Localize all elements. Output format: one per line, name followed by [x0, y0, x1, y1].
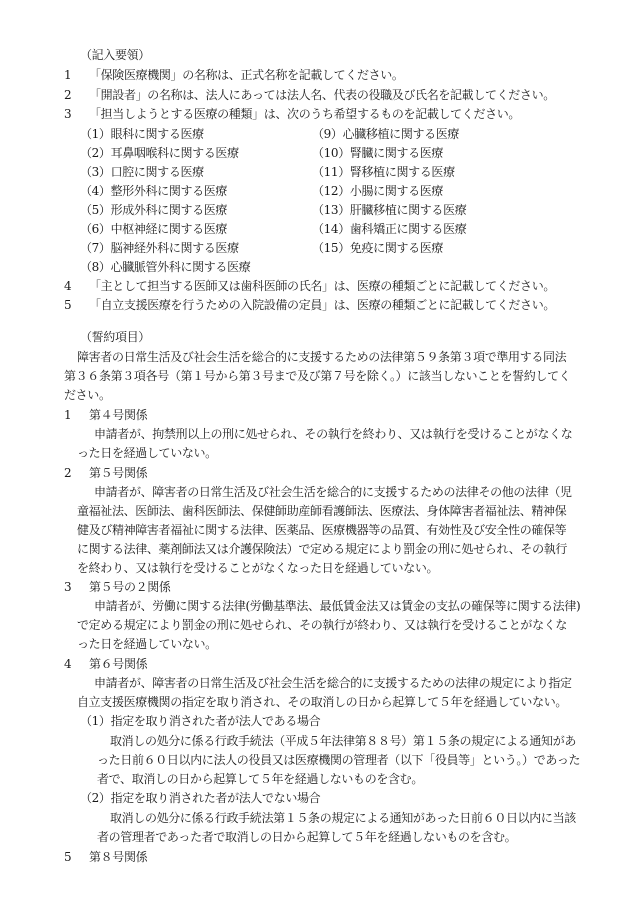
- guideline-item: [0, 279, 630, 293]
- entry-guidelines-heading: （記入要領）: [80, 48, 150, 62]
- medical-type-item: （3）口腔に関する医療: [80, 165, 204, 179]
- medical-type-item: （10）腎臓に関する医療: [312, 146, 444, 160]
- pledge-text-line: 取消しの処分に係る行政手続法第１５条の規定による通知があった日前６０日以内に当該: [110, 811, 576, 825]
- pledge-section-header: [0, 580, 630, 594]
- pledge-text-line: った日を経過していない。: [77, 446, 217, 460]
- pledge-intro-line: 障害者の日常生活及び社会生活を総合的に支援するための法律第５９条第３項で準用する同法: [77, 350, 567, 364]
- pledge-text-line: 申請者が、労働に関する法律(労働基準法、最低賃金法又は賃金の支払の確保等に関する法律): [94, 599, 581, 613]
- medical-type-item: （5）形成外科に関する医療: [80, 203, 228, 217]
- pledge-intro-line: ださい。: [64, 388, 111, 402]
- guideline-item: [0, 68, 630, 82]
- guideline-item: [0, 298, 630, 312]
- pledge-section-number: 2: [64, 466, 72, 480]
- medical-type-item: （13）肝臓移植に関する医療: [312, 203, 467, 217]
- pledge-text-line: 童福祉法、医師法、歯科医師法、保健師助産師看護師法、医療法、身体障害者福祉法、精神保: [77, 504, 567, 518]
- guideline-item-text: 「主として担当する医師又は歯科医師の氏名」は、医療の種類ごとに記載してください。: [89, 279, 556, 293]
- pledge-text-line: 取消しの処分に係る行政手続法（平成５年法律第８８号）第１５条の規定による通知があ: [110, 734, 577, 748]
- pledge-section-title: 第６号関係: [89, 657, 148, 671]
- medical-type-item: （15）免疫に関する医療: [312, 241, 444, 255]
- pledge-text-line: 者の管理者であった者で取消しの日から起算して５年を経過しないものを含む。: [97, 830, 517, 844]
- pledge-section-header: [0, 408, 630, 422]
- pledge-section-number: 3: [64, 580, 72, 594]
- pledge-section-number: 4: [64, 657, 72, 671]
- pledge-section-number: 5: [64, 850, 72, 864]
- pledge-text-line: った日前６０日以内に法人の役員又は医療機関の管理者（以下「役員等」という。）であった: [97, 753, 581, 767]
- pledge-section-header: [0, 657, 630, 671]
- pledge-section-title: 第５号関係: [89, 466, 148, 480]
- pledge-section-number: 1: [64, 408, 72, 422]
- guideline-item-text: 「担当しようとする医療の種類」は、次のうち希望するものを記載してください。: [89, 107, 521, 121]
- medical-type-item: （4）整形外科に関する医療: [80, 184, 228, 198]
- medical-type-item: （2）耳鼻咽喉科に関する医療: [80, 146, 239, 160]
- medical-type-item: （14）歯科矯正に関する医療: [312, 222, 467, 236]
- guideline-item-number: 5: [64, 298, 72, 312]
- medical-type-item: （7）脳神経外科に関する医療: [80, 241, 239, 255]
- medical-type-item: （9）心臓移植に関する医療: [312, 127, 460, 141]
- pledge-text-line: で定める規定により罰金の刑に処せられ、その執行が終わり、又は執行を受けることがなくな: [77, 618, 568, 632]
- guideline-item-text: 「開設者」の名称は、法人にあっては法人名、代表の役職及び氏名を記載してください。: [89, 88, 555, 102]
- medical-type-item: （11）腎移植に関する医療: [312, 165, 455, 179]
- pledge-section-header: [0, 466, 630, 480]
- pledge-section-header: [0, 850, 630, 864]
- pledge-subsection-label: （1）指定を取り消された者が法人である場合: [80, 714, 321, 728]
- pledge-text-line: に関する法律、薬剤師法又は介護保険法）で定める規定により罰金の刑に処せられ、その執行: [77, 542, 568, 556]
- pledge-heading: （誓約項目）: [80, 330, 150, 344]
- pledge-text-line: った日を経過していない。: [77, 637, 217, 651]
- pledge-section-title: 第５号の２関係: [89, 580, 171, 594]
- guideline-item-number: 2: [64, 88, 72, 102]
- medical-type-item: （8）心臓脈管外科に関する医療: [80, 260, 251, 274]
- guideline-item-number: 1: [64, 68, 72, 82]
- pledge-text-line: 自立支援医療機関の指定を取り消され、その取消しの日から起算して５年を経過していない。: [77, 695, 568, 709]
- pledge-intro-line: 第３６条第３項各号（第１号から第３号まで及び第７号を除く。）に該当しないことを誓約してく: [64, 369, 571, 383]
- medical-type-item: （12）小腸に関する医療: [312, 184, 444, 198]
- pledge-text-line: 申請者が、拘禁刑以上の刑に処せられ、その執行を終わり、又は執行を受けることがなくな: [94, 427, 573, 441]
- pledge-text-line: 申請者が、障害者の日常生活及び社会生活を総合的に支援するための法律その他の法律（児: [94, 485, 572, 499]
- pledge-section-title: 第８号関係: [89, 850, 148, 864]
- guideline-item-number: 3: [64, 107, 72, 121]
- guideline-item: [0, 107, 630, 121]
- guideline-item-text: 「自立支援医療を行うための入院設備の定員」は、医療の種類ごとに記載してください。: [89, 298, 556, 312]
- guideline-item-number: 4: [64, 279, 72, 293]
- pledge-subsection-label: （2）指定を取り消された者が法人でない場合: [80, 791, 321, 805]
- medical-type-item: （1）眼科に関する医療: [80, 127, 204, 141]
- guideline-item: [0, 88, 630, 102]
- pledge-text-line: 者で、取消しの日から起算して５年を経過しないものを含む。: [97, 772, 423, 786]
- pledge-section-title: 第４号関係: [89, 408, 148, 422]
- guideline-item-text: 「保険医療機関」の名称は、正式名称を記載してください。: [89, 68, 404, 82]
- pledge-text-line: 健及び精神障害者福祉に関する法律、医薬品、医療機器等の品質、有効性及び安全性の確保等: [77, 523, 567, 537]
- medical-type-item: （6）中枢神経に関する医療: [80, 222, 228, 236]
- pledge-text-line: を終わり、又は執行を受けることがなくなった日を経過していない。: [77, 561, 439, 575]
- pledge-text-line: 申請者が、障害者の日常生活及び社会生活を総合的に支援するための法律の規定により指定: [94, 676, 572, 690]
